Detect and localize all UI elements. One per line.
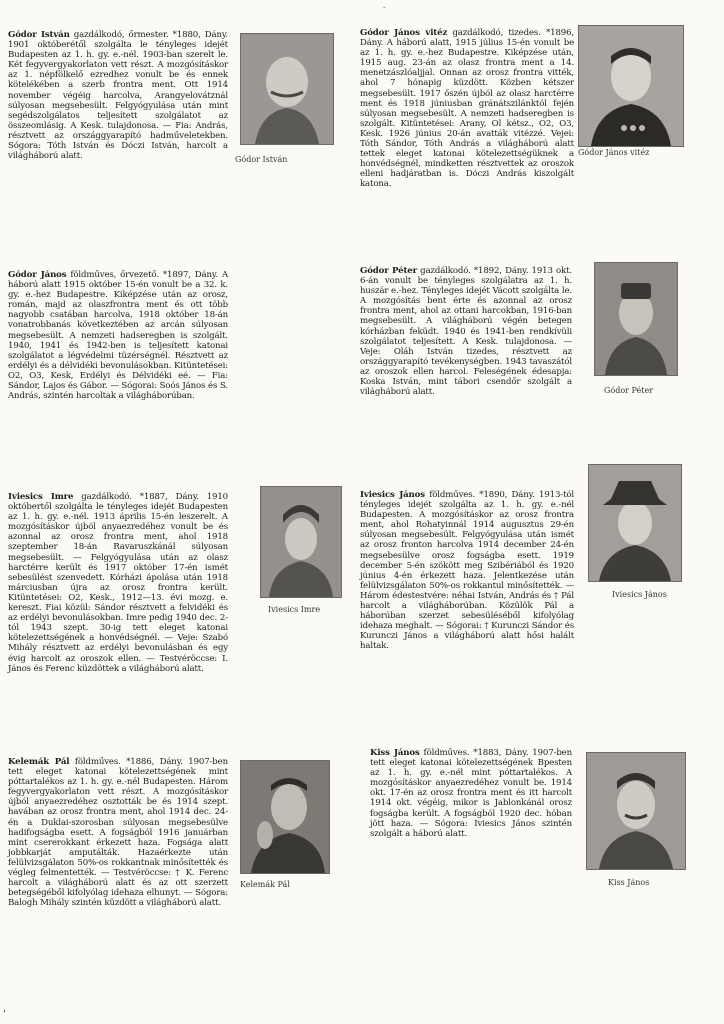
entry-name: Kiss János <box>370 748 420 758</box>
portrait-photo-godor-janos-vitez <box>578 25 684 147</box>
portrait-photo-iviesics-imre <box>260 486 342 598</box>
portrait-caption: Kelemák Pál <box>240 880 290 889</box>
portrait-caption: Gódor István <box>235 155 288 164</box>
page-top-mark: - <box>383 3 386 12</box>
page-margin-mark: , <box>3 1003 7 1014</box>
entry-kiss-janos <box>370 748 572 839</box>
entry-godor-janos-vitez <box>360 28 574 190</box>
entry-name: Gódor János <box>8 270 67 280</box>
entry-godor-peter <box>360 266 572 397</box>
entry-godor-istvan <box>8 30 228 161</box>
entry-body: földműves, őrvezető. *1897, Dány. A háború alatt 1915 október 15-én vonult be a 32. k. gy. e.-hez Budapestre. Kiképzése után az orosz, román, majd az olaszfrontra ment és ott több nagyobb csatában harcolva, 1918 október 18-án vonatrobbanás következtében az arcán súlyosan megsebesült. A nemzeti hadseregben is szolgált. 1940, 1941 és 1942-ben is teljesített katonai szolgálatot a légvédelmi tüzérségnél. Résztvett az erdélyi és a délvidéki bevonulásokban. Kitüntetései: O2, O3, Kesk, Erdélyi és Délvidéki eé. — Fia: Sándor, Lajos és Gábor. — Sógorai: Soós János és S. András, szintén harcoltak a világháborúban. <box>8 270 228 402</box>
portrait-image <box>595 263 677 375</box>
portrait-image <box>261 487 341 597</box>
portrait-caption: Iviesics Imre <box>268 605 321 614</box>
entry-body: gazdálkodó. *1887, Dány. 1910 októbertől szolgálta le tényleges idejét Budapesten az 1. h. gy. e.-nél. 1913 április 15-én leszerelt. A mozgósításkor újból anyaezredéhez vonult be és azonnal az orosz frontra ment, ahol 1918 szeptember 18-án Ravaruszkánál súlyosan megsebesült. — Felgyógyulása után az olasz harctérre került és 1917 október 17-én ismét sebesülést szenvedett. Kórházi ápolása után 1918 márciusban újra az orosz frontra került. Kitüntetései: O2, Kesk., 1912—13. évi mozg. e. kereszt. Fiai közül: Sándor résztvett a felvidéki és az erdélyi bevonulásokban. Imre pedig 1940 dec. 2-tól 1943 szept. 30-ig tett eleget katonai kötelezettségének a honvédségnél. — Veje: Szabó Mihály résztvett az erdélyi bevonulásban és egy évig harcolt az oroszok ellen. — Testvéröccse: I. János és Ferenc küzdöttek a világháború alatt. <box>8 492 228 674</box>
entry-body: földműves. *1886, Dány. 1907-ben tett eleget katonai kötelezettségének mint póttartalékos az 1. h. gy. e.-nél Budapesten. Három fegyvergyakorlaton vett részt. A mozgósításkor újból anyaezredéhez osztották be és 1914 szept. havában az orosz frontra ment, ahol 1914 dec. 24-én a Duklai-szorosban súlyosan megsebesülve hadifogságba esett. A fogságból 1916 januárban mint csererokkant érkezett haza. Fogsága alatt jobbkarját amputálták. Hazaérkezte után felülvizsgálaton 50%-os rokkantnak minősítették és végleg felmentették. — Testvéröccse: † K. Ferenc harcolt a világháború alatt és az ott szerzett betegségéből kifolyólag idehaza elhunyt. — Sógora: Balogh Mihály szintén küzdött a világháború alatt. <box>8 757 228 909</box>
portrait-photo-godor-istvan <box>240 33 334 145</box>
entry-iviesics-imre <box>8 492 228 674</box>
entry-name: Gódor István <box>8 30 70 40</box>
portrait-photo-kiss-janos <box>586 752 686 870</box>
entry-body: gazdálkodó, tizedes. *1896, Dány. A háború alatt, 1915 július 15-én vonult be az 1. h. gy. e.-hez Budapestre. Kiképzése után, 1915 aug. 23-án az olasz frontra ment a 14. menetzászlóaljjal. Onnan az orosz frontra vitték, ahol 7 hónapig küzdött. Közben kétszer megsebesült. 1917 őszén újból az olasz harctérre ment és 1918 júniusban gránátszilánktól fején súlyosan megsebesült. A nemzeti hadseregben is szolgált. Kitüntetései: Arany, Ol kétsz., O2, O3, Kesk. 1926 június 20-án avatták vitézzé. Vejei: Tóth Sándor, Tóth András a világháború alatt tettek eleget katonai kötelezettségüknek a honvédségnél, mindketten résztvettek az oroszok elleni hadjáratban is. Dóczi András kiszolgált katona. <box>360 28 574 190</box>
portrait-image <box>589 465 681 581</box>
entry-iviesics-janos <box>360 490 574 652</box>
entry-body: gazdálkodó, őrmester. *1880, Dány. 1901 októberétől szolgálta le tényleges idejét Budapesten az 1. h. gy. e.-nél. 1903-ban szerelt le. Két fegyvergyakorlaton vett részt. A mozgósításkor az 1. népfölkelő ezredhez vonult be és ennek kötelékében a szerb frontra ment. Ott 1914 november végéig harcolva, Arangyelovátznál súlyosan megsebesült. Felgyógyulása után mint segédszolgálatos teljesített szolgálatot az összeomlásig. A Kesk. tulajdonosa. — Fia: András, résztvett az országgyarapító hadműveletekben. Sógora: Tóth István és Dóczi István, harcolt a világháború alatt. <box>8 30 228 162</box>
entry-name: Gódor Péter <box>360 266 417 276</box>
portrait-caption: Kiss János <box>608 878 650 887</box>
portrait-caption: Gódor János vitéz <box>578 148 650 157</box>
entry-name: Iviesics Imre <box>8 492 74 502</box>
entry-body: földműves. *1890, Dány. 1913-tól tényleges idejét szolgálta az 1. h. gy. e.-nél Budapesten. A mozgósításkor az orosz frontra ment, ahol Rohatyinnál 1914 augusztus 29-én súlyosan megsebesült. Felgyógyulása után ismét az orosz fronton harcolva 1914 december 24-én megsebesülve orosz fogságba esett. 1919 december 5-én szökött meg Szibériából és 1920 június 4-én érkezett haza. Jelentkezése után felülvizsgálaton 50%-os rokkantul minősítették. — Három édestestvére: néhai István, András és † Pál harcolt a világháborúban. Közülök Pál a háborúban szerzet sebesüléséből kifolyólag idehaza meghalt. — Sógorai: † Kurunczi Sándor és Kurunczi János a világháború alatt hősi halált haltak. <box>360 490 574 652</box>
portrait-caption: Iviesics János <box>612 590 667 599</box>
entry-name: Kelemák Pál <box>8 757 70 767</box>
entry-name: Iviesics János <box>360 490 425 500</box>
portrait-photo-kelemak-pal <box>240 760 330 874</box>
portrait-image <box>587 753 685 869</box>
entry-body: földműves. *1883, Dány. 1907-ben tett eleget katonai kötelezettségének Bpesten az 1. h. gy. e.-nél mint póttartalékos. A mozgósításkor anyaezredéhez vonult be. 1914 okt. 17-én az orosz frontra ment és itt harcolt 1914 okt. végéig, mikor is Jablonkánál orosz fogságba került. A fogságból 1920 dec. hóban jött haza. — Sógora: Iviesics János szintén szolgált a háború alatt. <box>370 748 572 839</box>
portrait-photo-iviesics-janos <box>588 464 682 582</box>
entry-godor-janos <box>8 270 228 401</box>
entry-body: gazdálkodó. *1892, Dány. 1913 okt. 6-án vonult be tényleges szolgálatra az 1. h. huszár e.-hez. Tényleges idejét Vácott szolgálta le. A mozgósítás bent érte és azonnal az orosz frontra ment, ahol az ottani harcokban, 1916-ban megsebesült. A világháború végén betegen kórházban feküdt. 1940 és 1941-ben rendkívüli szolgálatot teljesített. A Kesk. tulajdonosa. — Veje: Oláh István tizedes, résztvett az országgyarapító tevékenységben. 1943 tavaszától az oroszok ellen harcol. Feleségének édesapja: Koska István, mint tábori csendőr szolgált a világháború alatt. <box>360 266 572 398</box>
portrait-photo-godor-peter <box>594 262 678 376</box>
entry-name: Gódor János vitéz <box>360 28 448 38</box>
portrait-image <box>241 761 329 873</box>
portrait-caption: Gódor Péter <box>604 386 654 395</box>
portrait-image <box>241 34 333 144</box>
entry-kelemak-pal <box>8 757 228 908</box>
portrait-image <box>579 26 683 146</box>
